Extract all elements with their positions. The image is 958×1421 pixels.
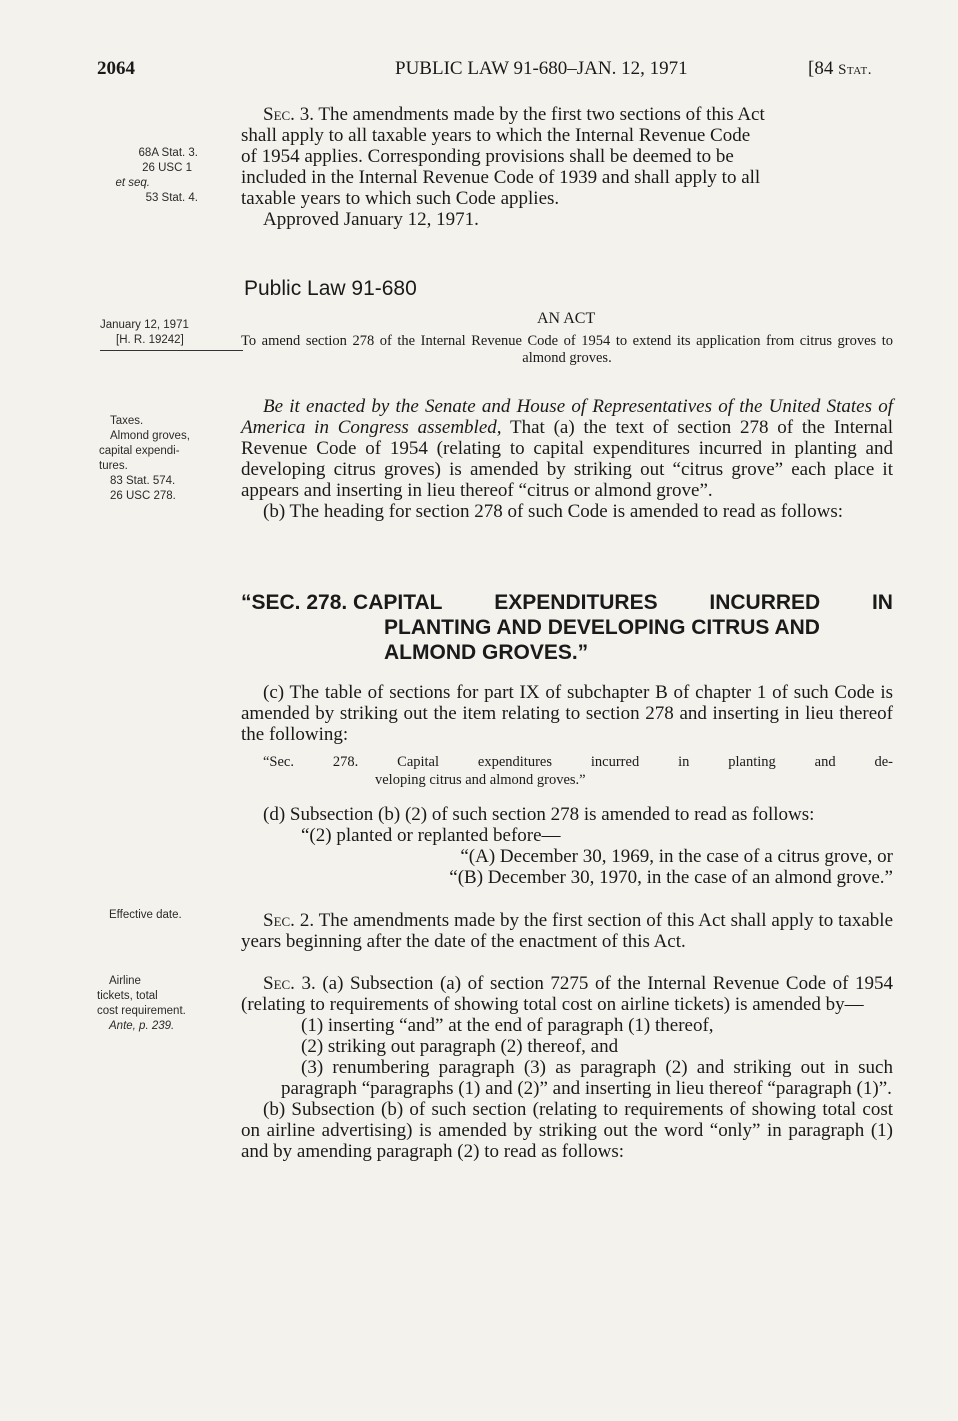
margin-line: 26 USC 278. [110,490,176,502]
section-label: Sec. [263,910,295,931]
prev-line: shall apply to all taxable years to which the Internal Revenue Code [241,125,751,146]
section-heading [241,590,893,665]
prev-line [241,104,893,125]
sec1-c-text: (c) The table of sections for part IX of subchapter B of chapter 1 of such Code is amended by striking out the item relating to section 278 and inserting in lieu thereof the following: [241,682,893,745]
prev-line: taxable years to which such Code applies. [241,188,560,209]
page-number: 2064 [97,58,135,79]
approved-date: Approved January 12, 1971. [263,209,479,230]
margin-note-taxes [99,414,239,504]
margin-line: tickets, total [97,990,158,1002]
heading-line-1 [241,590,893,615]
prev-law-section-3 [241,104,893,230]
margin-line: capital expendi- [99,445,180,457]
heading-word: IN [871,591,893,614]
table-line-2: veloping citrus and almond groves.” [375,772,586,788]
act-purpose: To amend section 278 of the Internal Revenue Code of 1954 to extend its application from citrus groves to almond groves. [241,333,893,366]
statute-prefix: [84 [808,58,839,79]
heading-line-2: PLANTING AND DEVELOPING CITRUS AND [384,616,820,639]
margin-line: 26 USC 1 [142,162,192,174]
margin-line: [H. R. 19242] [116,334,184,346]
prev-line: included in the Internal Revenue Code of 1939 and shall apply to all [241,167,761,188]
d-paragraph-2: “(2) planted or replanted before— [301,825,561,846]
section-1 [241,396,893,522]
margin-rule [100,350,243,351]
margin-line: January 12, 1971 [100,319,189,331]
text: 3. The amendments made by the first two sections of this Act [294,104,765,125]
margin-note-enacted [100,318,240,348]
margin-note-statute-ref [88,146,228,206]
heading-word: INCURRED [709,591,821,614]
margin-line: Effective date. [109,909,182,921]
sec3-item-3: (3) renumbering paragraph (3) as paragraph (2) and striking out in such paragraph “paragraphs (1) and (2)” and inserting in lieu thereof “paragraph (1)”. [281,1057,893,1099]
running-title: PUBLIC LAW 91-680–JAN. 12, 1971 [395,58,688,79]
text: 3. (a) Subsection (a) of section 7275 of the Internal Revenue Code of 1954 (relating to requirements of showing total cost on airline tickets) is amended by— [241,973,893,1015]
margin-line: et seq. [115,177,150,189]
public-law-title: Public Law 91-680 [244,277,417,300]
sec2-text [241,910,893,952]
statute-volume [808,58,872,80]
sec3-item-2: (2) striking out paragraph (2) thereof, and [301,1036,619,1057]
an-act-label: AN ACT [537,310,596,327]
sec1-a-text: That (a) the text of section 278 of the Internal Revenue Code of 1954 (relating to capital expenditures incurred in planting and developing citrus groves) is amended by striking out “citrus grove” each place it appears and inserting in lieu thereof “citrus or almond grove”. [241,417,893,501]
margin-line: Ante, p. 239. [109,1020,175,1032]
margin-line: tures. [99,460,128,472]
enacting-italic: Be it enacted by the Senate and House of Representatives of the United States of America in Congress assembled, [241,396,893,438]
sec1-b-text: (b) The heading for section 278 of such Code is amended to read as follows: [263,501,844,522]
sec3-a-text [241,973,893,1015]
section-1-c [241,682,893,745]
statute-word: Stat. [838,62,872,78]
margin-note-airline [97,974,237,1034]
margin-line: Almond groves, [110,430,190,442]
table-line-1: “Sec. 278. Capital expenditures incurred in planting and de- [263,754,893,770]
d-subparagraph-b: “(B) December 30, 1970, in the case of an almond grove.” [449,867,893,888]
section-label: Sec. [263,973,295,994]
section-label: Sec. [263,104,295,125]
section-2 [241,910,893,952]
margin-line: Airline [109,975,141,987]
margin-line: 53 Stat. 4. [145,192,198,204]
enacting-clause [241,396,893,501]
sec3-item-1: (1) inserting “and” at the end of paragraph (1) thereof, [301,1015,714,1036]
sec1-d-text: (d) Subsection (b) (2) of such section 278 is amended to read as follows: [263,804,815,825]
heading-line-3: ALMOND GROVES.” [384,641,589,664]
text: 2. The amendments made by the first section of this Act shall apply to taxable years beginning after the date of the enactment of this Act. [241,910,893,952]
margin-line: 68A Stat. 3. [138,147,198,159]
section-3 [241,973,893,1162]
sec3-b-text: (b) Subsection (b) of such section (relating to requirements of showing total cost on airline advertising) is amended by striking out the word “only” in paragraph (1) and by amending paragraph (2) to read as follows: [241,1099,893,1162]
table-of-sections-item [241,753,893,789]
heading-word: “SEC. 278. CAPITAL [241,591,443,614]
margin-line: Taxes. [110,415,144,427]
margin-line: 83 Stat. 574. [110,475,176,487]
heading-word: EXPENDITURES [494,591,658,614]
section-1-d [241,804,893,888]
prev-line: of 1954 applies. Corresponding provisions shall be deemed to be [241,146,734,167]
margin-note-effective-date [109,908,249,923]
d-subparagraph-a: “(A) December 30, 1969, in the case of a citrus grove, or [460,846,893,867]
margin-line: cost requirement. [97,1005,186,1017]
